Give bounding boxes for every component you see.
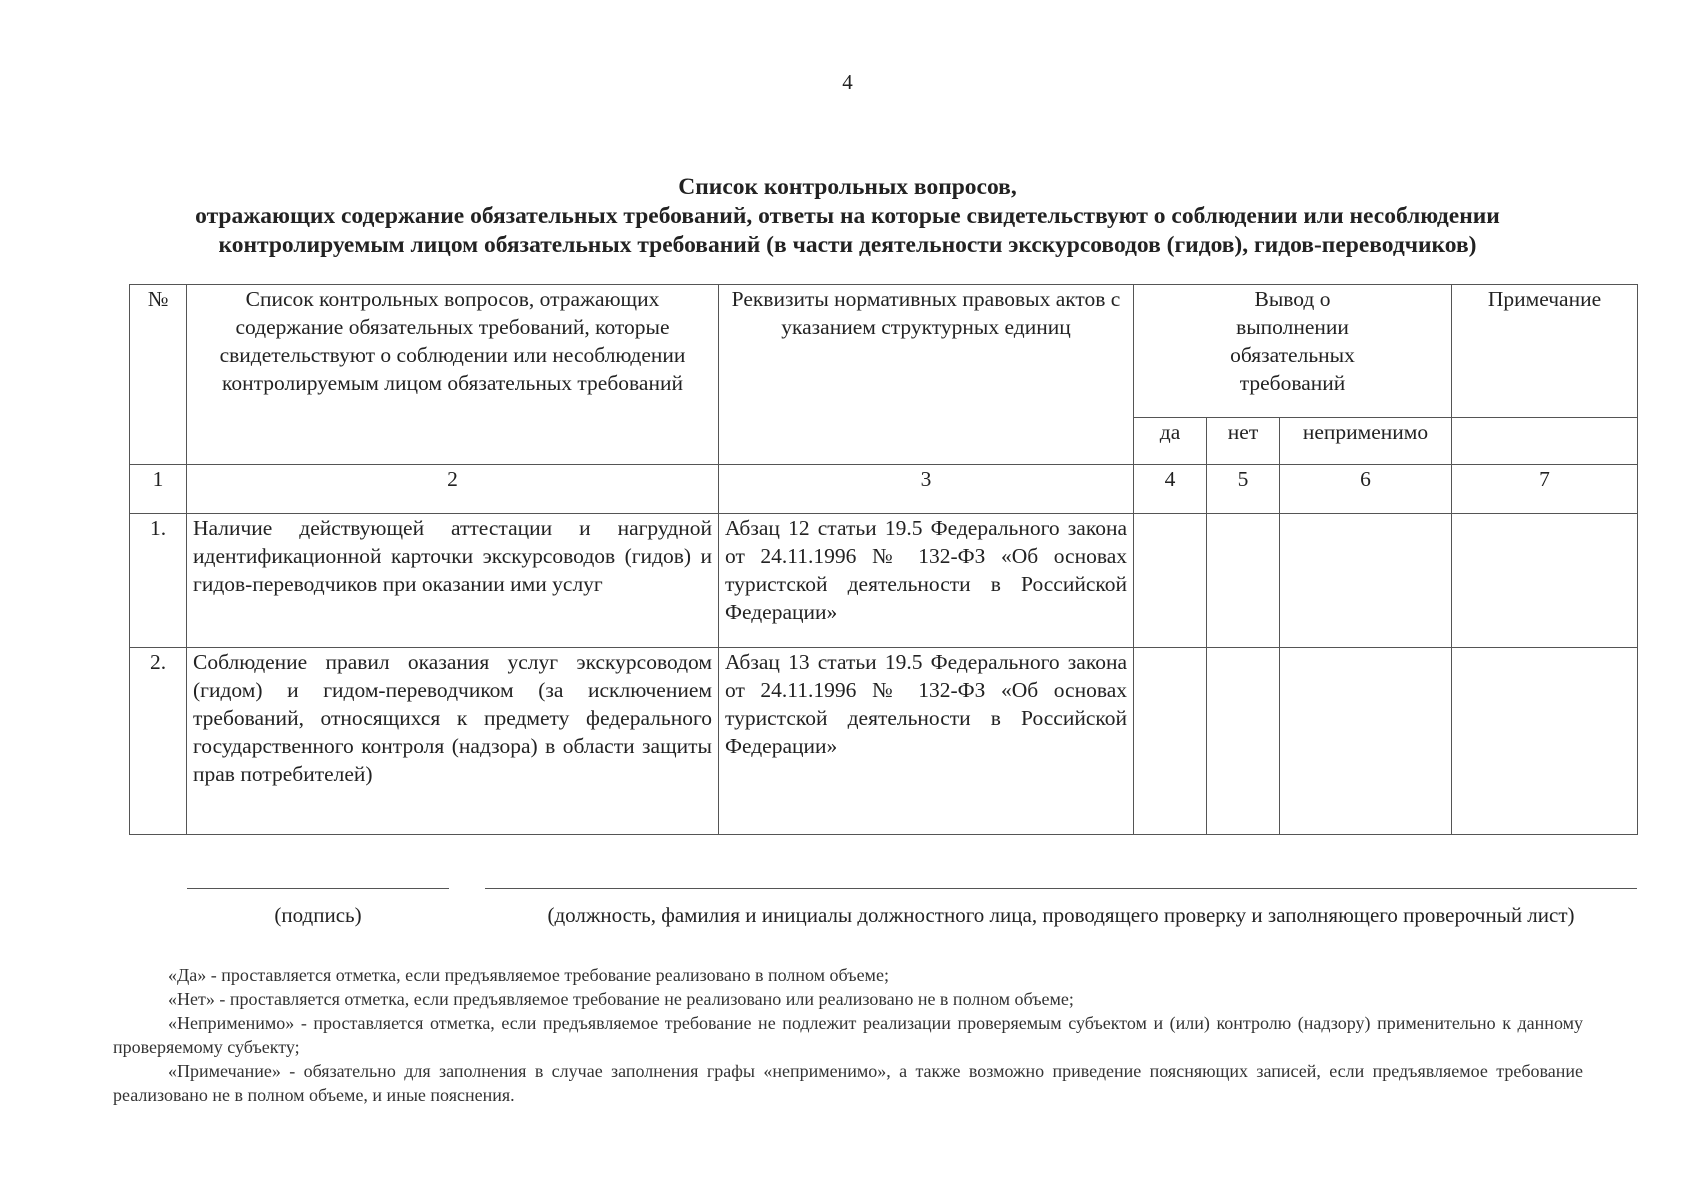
row-not-applicable-cell[interactable] — [1280, 514, 1452, 648]
row-question: Наличие действующей аттестации и нагрудной идентификационной карточки экскурсоводов (гидов) и гидов-переводчиков при оказании ими услуг — [187, 514, 719, 648]
row-note-cell[interactable] — [1452, 514, 1638, 648]
header-no: нет — [1207, 418, 1280, 465]
title-line-2: отражающих содержание обязательных требований, ответы на которые свидетельствуют о соблюдении или несоблюдении — [195, 203, 1500, 229]
title-line-1: Список контрольных вопросов, — [678, 174, 1017, 200]
column-number: 6 — [1280, 465, 1452, 514]
row-number: 2. — [130, 648, 187, 835]
note-not-applicable: «Неприменимо» - проставляется отметка, если предъявляемое требование не подлежит реализации проверяемым субъектом и (или) контролю (надзору) применительно к данному проверяемому субъекту; — [113, 1013, 1583, 1057]
row-requisites: Абзац 13 статьи 19.5 Федерального закона от 24.11.1996 № 132-ФЗ «Об основах туристской деятельности в Российской Федерации» — [719, 648, 1134, 835]
checklist-table — [129, 284, 1638, 835]
official-line — [485, 888, 1637, 889]
column-number-row — [130, 465, 1638, 514]
note-no: «Нет» - проставляется отметка, если предъявляемое требование не реализовано или реализовано не в полном объеме; — [168, 989, 1074, 1009]
row-no-cell[interactable] — [1207, 648, 1280, 835]
row-requisites: Абзац 12 статьи 19.5 Федерального закона от 24.11.1996 № 132-ФЗ «Об основах туристской деятельности в Российской Федерации» — [719, 514, 1134, 648]
page-number: 4 — [842, 70, 853, 94]
header-conclusion: Вывод о выполнении обязательных требований — [1134, 285, 1452, 418]
note-remark: «Примечание» - обязательно для заполнения в случае заполнения графы «неприменимо», а также возможно приведение поясняющих записей, если предъявляемое требование реализовано не в полном объеме, и иные пояснения. — [113, 1061, 1583, 1105]
header-not-applicable: неприменимо — [1280, 418, 1452, 465]
column-number: 2 — [187, 465, 719, 514]
column-number: 7 — [1452, 465, 1638, 514]
title-line-3: контролируемым лицом обязательных требований (в части деятельности экскурсоводов (гидов), гидов-переводчиков) — [218, 232, 1477, 258]
row-number: 1. — [130, 514, 187, 648]
table-row — [130, 514, 1638, 648]
signature-caption: (подпись) — [274, 903, 362, 927]
header-note-empty — [1452, 418, 1638, 465]
column-number: 1 — [130, 465, 187, 514]
row-not-applicable-cell[interactable] — [1280, 648, 1452, 835]
row-note-cell[interactable] — [1452, 648, 1638, 835]
column-number: 3 — [719, 465, 1134, 514]
notes-section — [113, 963, 1583, 1107]
header-questions: Список контрольных вопросов, отражающих содержание обязательных требований, которые свидетельствуют о соблюдении или несоблюдении контролируемым лицом обязательных требований — [187, 285, 719, 465]
row-no-cell[interactable] — [1207, 514, 1280, 648]
column-number: 5 — [1207, 465, 1280, 514]
note-yes: «Да» - проставляется отметка, если предъявляемое требование реализовано в полном объеме; — [168, 965, 889, 985]
table-row — [130, 648, 1638, 835]
header-note: Примечание — [1452, 285, 1638, 418]
row-yes-cell[interactable] — [1134, 514, 1207, 648]
table-header-row — [130, 285, 1638, 418]
row-yes-cell[interactable] — [1134, 648, 1207, 835]
header-yes: да — [1134, 418, 1207, 465]
header-num: № — [130, 285, 187, 465]
header-requisites: Реквизиты нормативных правовых актов с указанием структурных единиц — [719, 285, 1134, 465]
column-number: 4 — [1134, 465, 1207, 514]
signature-line — [187, 888, 449, 889]
official-caption: (должность, фамилия и инициалы должностного лица, проводящего проверку и заполняющего проверочный лист) — [547, 903, 1575, 927]
document-title — [100, 173, 1595, 260]
row-question: Соблюдение правил оказания услуг экскурсоводом (гидом) и гидом-переводчиком (за исключением требований, относящихся к предмету федерального государственного контроля (надзора) в области защиты прав потребителей) — [187, 648, 719, 835]
